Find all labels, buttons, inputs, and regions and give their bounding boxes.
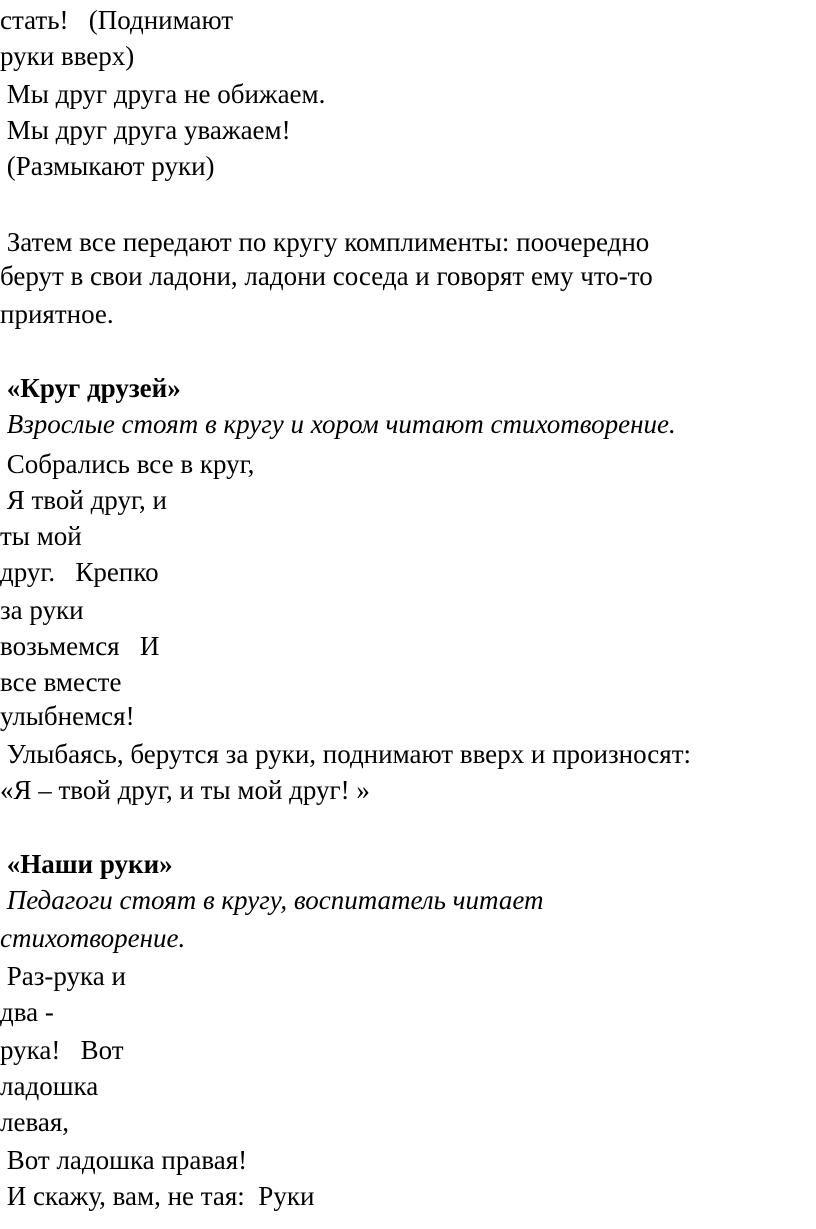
text-line: приятное. (0, 299, 114, 329)
poem-line: Собрались все в круг, (0, 449, 255, 479)
text-line: стать! (Поднимают (0, 5, 234, 35)
section-instruction-krug: Взрослые стоят в кругу и хором читают стихотворение. (0, 409, 676, 439)
poem-line: ты мой (0, 521, 82, 551)
poem-line: левая, (0, 1107, 70, 1137)
poem-line: Раз-рука и (0, 961, 126, 991)
text-line: Мы друг друга уважаем! (0, 115, 291, 145)
text-line: (Размыкают руки) (0, 151, 215, 181)
poem-line: два - (0, 997, 54, 1027)
poem-line: рука! Вот (0, 1035, 124, 1065)
poem-line: Вот ладошка правая! (0, 1145, 248, 1175)
text-line: Мы друг друга не обижаем. (0, 79, 326, 109)
poem-line: за руки (0, 595, 84, 625)
poem-line: Я твой друг, и (0, 485, 167, 515)
poem-line: улыбнемся! (0, 701, 135, 731)
section-instruction-ruki: Педагоги стоят в кругу, воспитатель читает (0, 885, 544, 915)
text-line: Улыбаясь, берутся за руки, поднимают вверх и произносят: (0, 739, 691, 769)
text-line: Затем все передают по кругу комплименты: поочередно (0, 227, 650, 257)
text-line: руки вверх) (0, 41, 135, 71)
poem-line: все вместе (0, 667, 122, 697)
section-title-krug: «Круг друзей» (0, 373, 181, 403)
section-title-ruki: «Наши руки» (0, 849, 173, 879)
poem-line: друг. Крепко (0, 557, 159, 587)
section-instruction-ruki: стихотворение. (0, 923, 186, 953)
text-line: берут в свои ладони, ладони соседа и говорят ему что-то (0, 261, 653, 291)
text-line: «Я – твой друг, и ты мой друг! » (0, 775, 370, 805)
poem-line: И скажу, вам, не тая: Руки (0, 1181, 315, 1211)
poem-line: возьмемся И (0, 631, 160, 661)
poem-line: ладошка (0, 1071, 99, 1101)
